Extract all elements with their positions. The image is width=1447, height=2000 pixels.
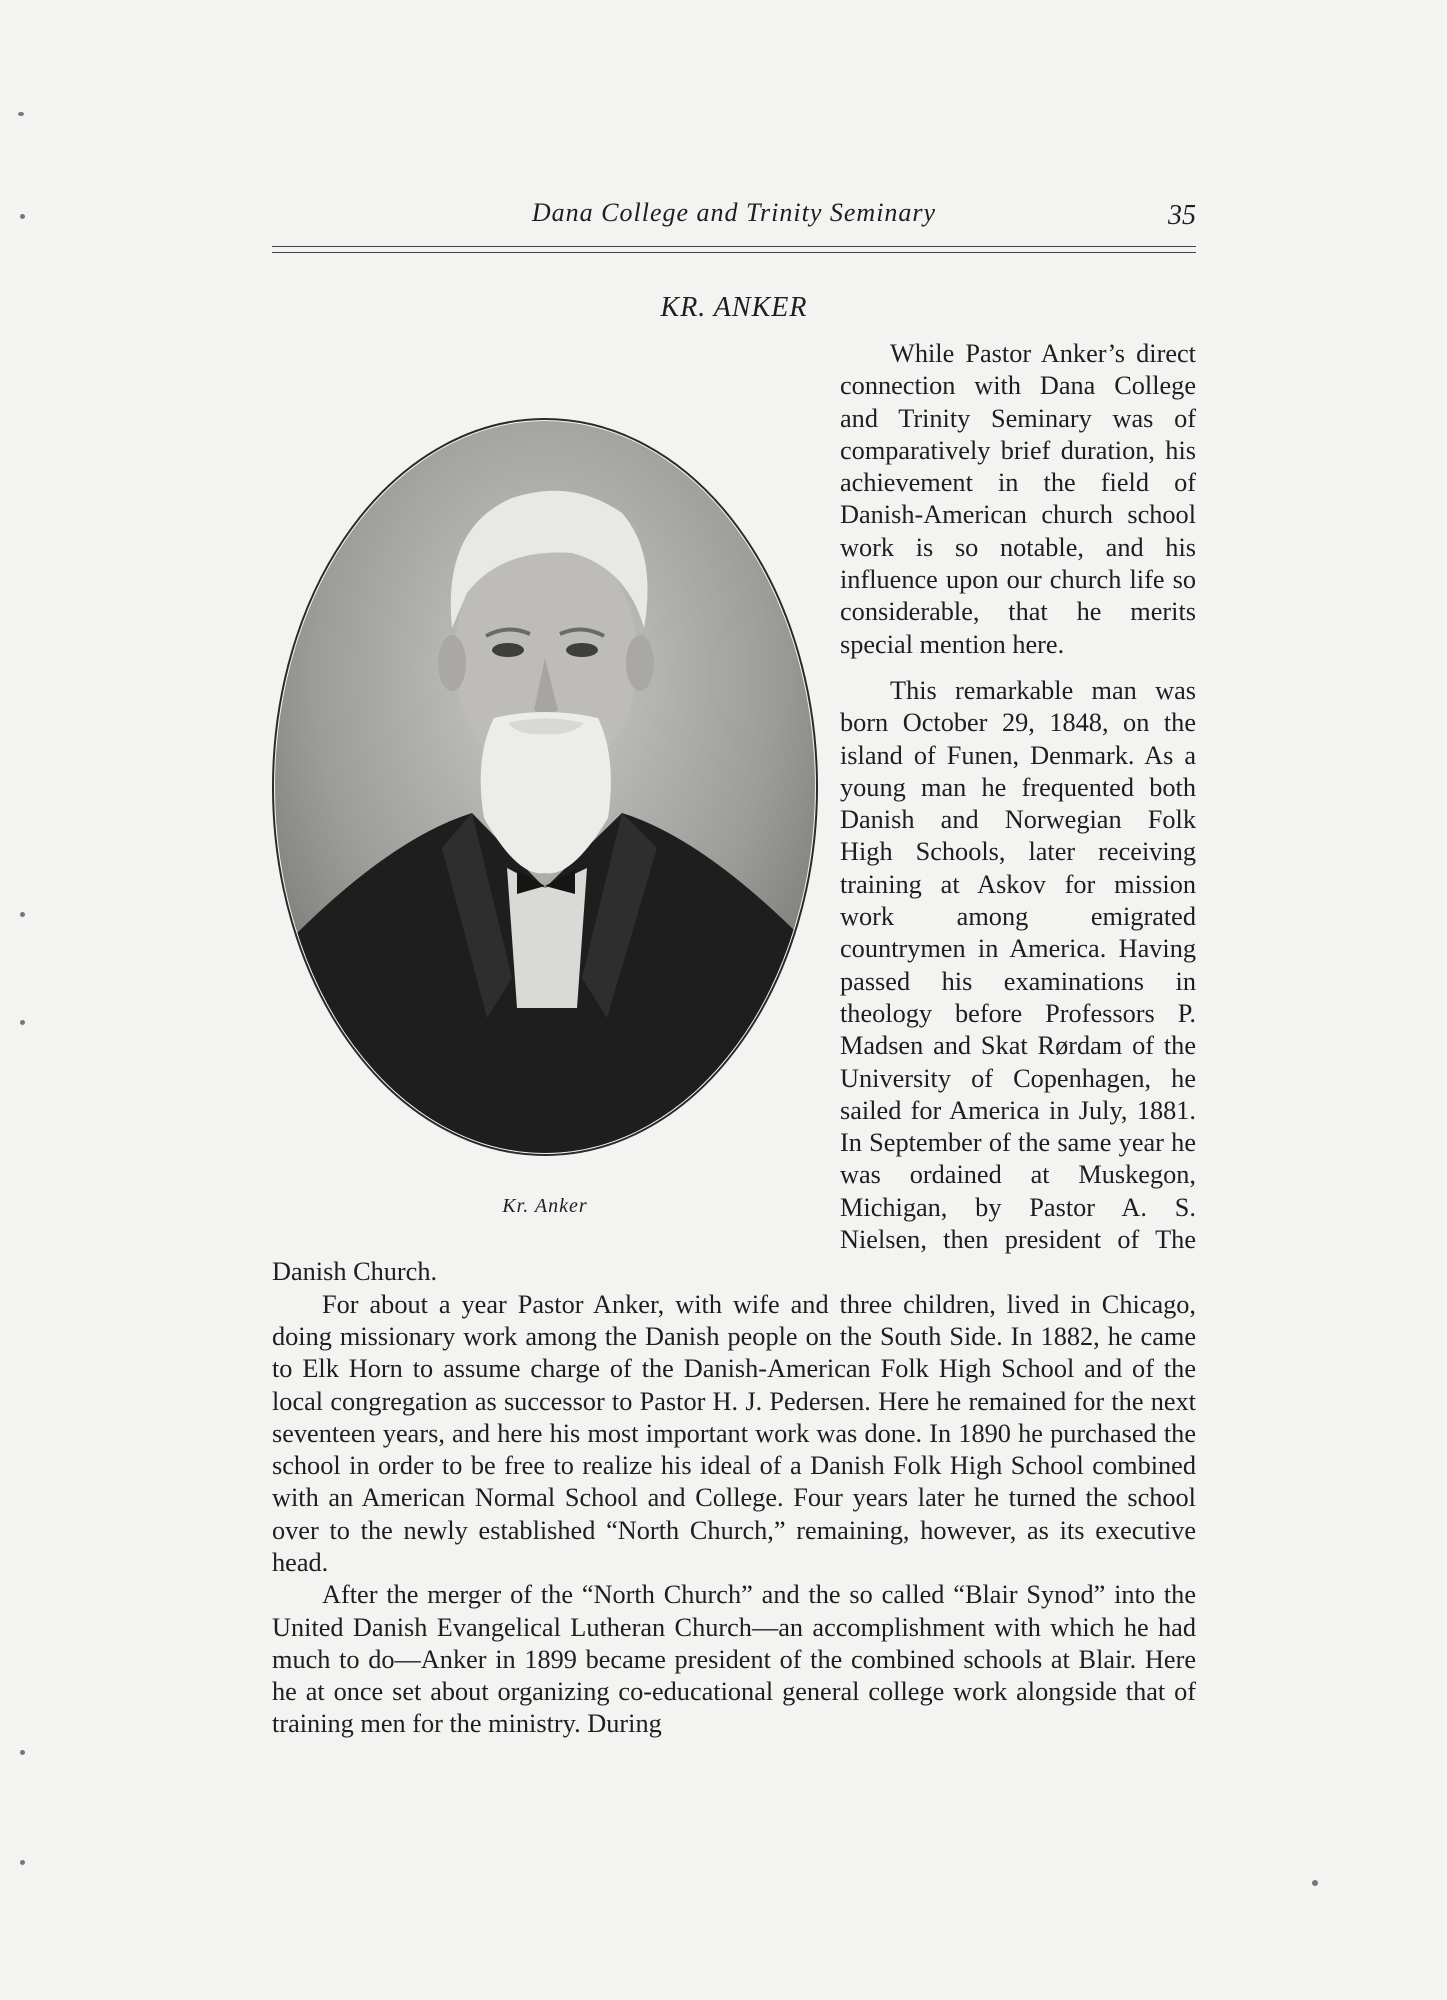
running-title: Dana College and Trinity Seminary: [531, 198, 937, 227]
portrait-photo: [272, 418, 818, 1156]
portrait-block: [272, 338, 840, 1244]
header-rule: [272, 246, 1196, 253]
portrait-caption: Kr. Anker: [502, 1195, 588, 1217]
scan-mark: [18, 112, 24, 116]
page-header: [272, 198, 1196, 234]
scan-mark: [20, 1750, 25, 1755]
page-number: 35: [1168, 200, 1196, 231]
article-body: [272, 338, 1196, 1741]
intro-paragraph: While Pastor Anker’s direct connection with Dana College and Trinity Seminary was of comparatively brief duration, his achievement in the field of Danish-American church school work is so notable, and his influence upon our church life so considerable, that he merits special mention here.: [840, 339, 1196, 659]
scan-mark: [20, 214, 25, 219]
scan-mark: [1312, 1880, 1318, 1886]
biography-paragraph: This remarkable man was born October 29, 1848, on the island of Funen, Denmark. As a young man he frequented both Danish and Norwegian Folk High Schools, later receiving training at Askov for mission work among emigrated countrymen in America. Having passed his examinations in theology before Professors P. Madsen and Skat Rørdam of the University of Copenhagen, he sailed for America in July, 1881. In September of the same year he was ordained at Muskegon, Michigan, by Pastor A. S. Nielsen, then president of The Danish Church.: [272, 675, 1196, 1287]
scan-mark: [20, 1020, 25, 1025]
merger-paragraph: After the merger of the “North Church” and the so called “Blair Synod” into the United Danish Evangelical Lutheran Church—an accomplishment with which he had much to do—Anker in 1899 became president of the combined schools at Blair. Here he at once set about organizing co-educational general college work alongside that of training men for the ministry. During: [272, 1580, 1196, 1739]
scan-mark: [20, 912, 25, 917]
scan-mark: [20, 1860, 25, 1865]
section-title: KR. ANKER: [660, 292, 808, 323]
chicago-paragraph: For about a year Pastor Anker, with wife and three children, lived in Chicago, doing missionary work among the Danish people on the South Side. In 1882, he came to Elk Horn to assume charge of the Danish-American Folk High School and of the local congregation as successor to Pastor H. J. Pedersen. Here he remained for the next seventeen years, and here his most important work was done. In 1890 he purchased the school in order to be free to realize his ideal of a Danish Folk High School combined with an American Normal School and College. Four years later he turned the school over to the newly established “North Church,” remaining, however, as its executive head.: [272, 1289, 1196, 1577]
